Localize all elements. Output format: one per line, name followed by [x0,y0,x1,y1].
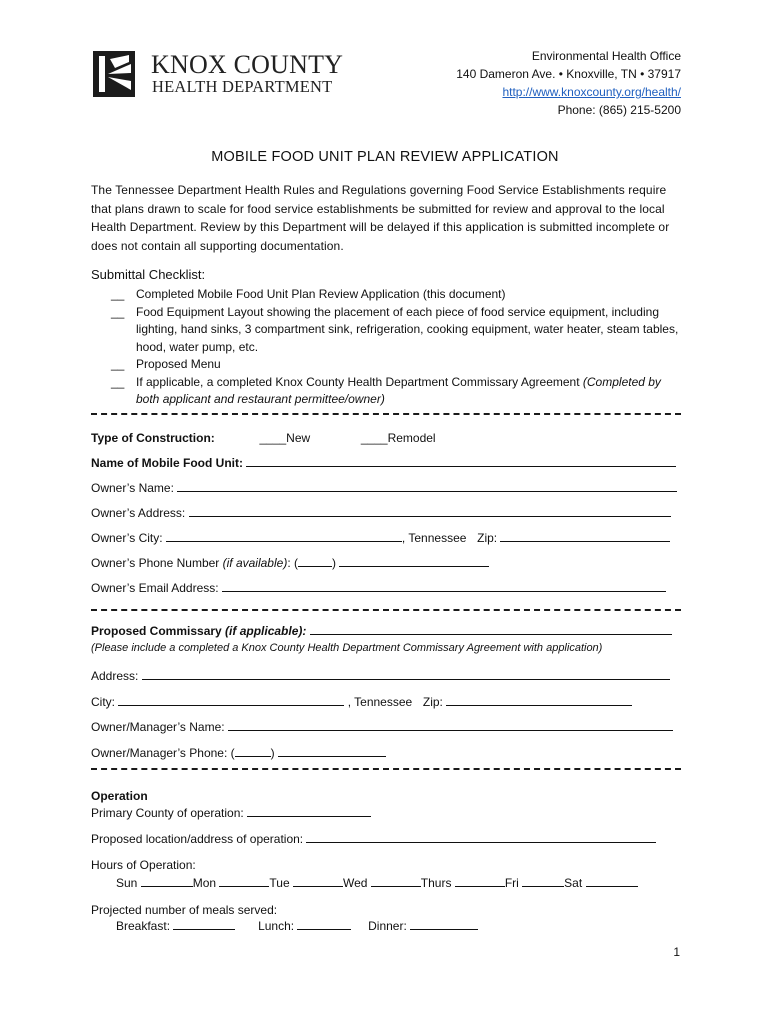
location-field[interactable] [306,831,656,843]
owner-phone-number-field[interactable] [339,555,489,567]
manager-phone-area-code-field[interactable] [235,745,271,757]
breakfast-label: Breakfast: [116,919,171,933]
tue-hours-field[interactable] [293,875,343,887]
office-name: Environmental Health Office [531,49,681,63]
owner-phone-row [91,555,489,571]
owner-email-label: Owner’s Email Address: [91,581,219,595]
manager-name-row [91,719,673,735]
dinner-count-field[interactable] [410,918,478,930]
manager-phone-paren-close: ) [270,746,275,760]
commissary-city-label: City: [91,695,115,709]
checklist-item-note: (Completed by both applicant and restaurant permittee/owner) [136,374,661,406]
owner-address-row [91,505,671,521]
checklist-item-text: Food Equipment Layout showing the placement of each piece of food service equipment, including lighting, hand sinks, 3 compartment sink, refrigeration, cooking equipment, water heater, steam tables, hood, water pump, etc. [136,304,679,354]
owner-phone-paren-close: ) [332,556,336,570]
manager-phone-label: Owner/Manager’s Phone: ( [91,746,235,760]
office-address: 140 Dameron Ave. • Knoxville, TN • 37917 [456,67,681,81]
day-label-sun: Sun [116,876,138,890]
breakfast-count-field[interactable] [173,918,235,930]
lunch-label: Lunch: [258,919,295,933]
unit-name-label: Name of Mobile Food Unit: [91,456,243,470]
section-divider [91,609,681,611]
office-website-link[interactable]: http://www.knoxcounty.org/health/ [502,85,681,99]
meals-row [116,918,478,934]
county-field[interactable] [247,805,371,817]
checklist-heading: Submittal Checklist: [91,267,206,282]
checklist-checkbox-blank[interactable]: __ [111,304,125,319]
thurs-hours-field[interactable] [455,875,505,887]
mon-hours-field[interactable] [219,875,269,887]
department-logo [93,51,353,99]
checklist-item [91,304,683,357]
manager-name-field[interactable] [228,719,673,731]
county-label: Primary County of operation: [91,806,244,820]
owner-name-label: Owner’s Name: [91,481,174,495]
owner-city-label: Owner’s City: [91,531,163,545]
owner-phone-paren-open: : ( [287,556,298,570]
commissary-state-label: , Tennessee [347,695,413,709]
location-row [91,831,656,847]
checklist-item-text: Proposed Menu [136,357,221,371]
hours-row [116,875,638,891]
commissary-label-note: (if applicable): [225,624,307,638]
commissary-address-label: Address: [91,669,139,683]
owner-email-field[interactable] [222,580,666,592]
day-label-thurs: Thurs [420,876,452,890]
sun-hours-field[interactable] [141,875,193,887]
commissary-zip-field[interactable] [446,694,632,706]
sat-hours-field[interactable] [586,875,638,887]
checklist-item-text: If applicable, a completed Knox County Health Department Commissary Agreement [136,374,583,389]
remodel-option-blank[interactable]: ____ [360,431,388,445]
day-label-wed: Wed [342,876,368,890]
logo-line-2: HEALTH DEPARTMENT [152,77,333,96]
location-label: Proposed location/address of operation: [91,832,304,846]
operation-heading: Operation [91,789,148,803]
day-label-sat: Sat [564,876,583,890]
owner-address-label: Owner’s Address: [91,506,186,520]
checklist-checkbox-blank[interactable]: __ [111,357,125,371]
owner-city-field[interactable] [166,530,402,542]
owner-name-row [91,480,677,496]
construction-type-label: Type of Construction: [91,431,215,445]
owner-name-field[interactable] [177,480,677,492]
checklist-checkbox-blank[interactable]: __ [111,287,125,301]
commissary-instruction: (Please include a completed a Knox County Health Department Commissary Agreement with application) [91,642,603,654]
commissary-city-field[interactable] [118,694,344,706]
office-phone: Phone: (865) 215-5200 [557,103,681,117]
checklist-item [91,286,683,304]
checklist-item [91,374,683,409]
owner-zip-field[interactable] [500,530,670,542]
owner-city-row [91,530,670,546]
owner-phone-label: Owner’s Phone Number [91,556,223,570]
dinner-label: Dinner: [368,919,407,933]
day-label-tue: Tue [269,876,290,890]
owner-address-field[interactable] [189,505,671,517]
manager-phone-number-field[interactable] [278,745,386,757]
lunch-count-field[interactable] [297,918,351,930]
construction-type-row [91,430,436,446]
county-row [91,805,371,821]
owner-email-row [91,580,666,596]
owner-zip-label: Zip: [477,531,498,545]
commissary-zip-label: Zip: [422,695,443,709]
day-label-fri: Fri [504,876,519,890]
owner-phone-note: (if available) [222,556,288,570]
checklist-item-text: Completed Mobile Food Unit Plan Review Application (this document) [136,287,506,301]
owner-state-label: , Tennessee [401,531,467,545]
fri-hours-field[interactable] [522,875,564,887]
remodel-option-label: Remodel [387,431,436,445]
commissary-row [91,623,672,639]
unit-name-row [91,455,676,471]
manager-phone-row [91,745,386,761]
owner-phone-area-code-field[interactable] [298,555,332,567]
office-contact-block [456,47,681,119]
hours-label: Hours of Operation: [91,858,196,872]
page-number: 1 [673,945,680,959]
unit-name-field[interactable] [246,455,676,467]
submittal-checklist [91,266,683,409]
logo-line-1: KNOX COUNTY [151,50,344,79]
checklist-checkbox-blank[interactable]: __ [111,374,125,389]
commissary-city-row [91,694,632,710]
page-title: MOBILE FOOD UNIT PLAN REVIEW APPLICATION [211,149,559,165]
commissary-address-field[interactable] [142,668,670,680]
meals-label: Projected number of meals served: [91,903,278,917]
section-divider [91,768,681,770]
checklist-item [91,356,683,374]
day-label-mon: Mon [192,876,217,890]
section-divider [91,413,681,415]
commissary-name-field[interactable] [310,623,672,635]
intro-paragraph: The Tennessee Department Health Rules and Regulations governing Food Service Establishments require that plans drawn to scale for food service establishments be submitted for review and approval to the local Health Department. Review by this Department will be delayed if this application is submitted incomplete or does not contain all supporting documentation. [91,183,670,253]
knox-county-logo-mark [93,51,135,97]
commissary-label: Proposed Commissary [91,624,226,638]
wed-hours-field[interactable] [371,875,421,887]
new-option-blank[interactable]: ____ [259,431,287,445]
new-option-label: New [286,431,311,445]
manager-name-label: Owner/Manager’s Name: [91,720,225,734]
commissary-address-row [91,668,670,684]
